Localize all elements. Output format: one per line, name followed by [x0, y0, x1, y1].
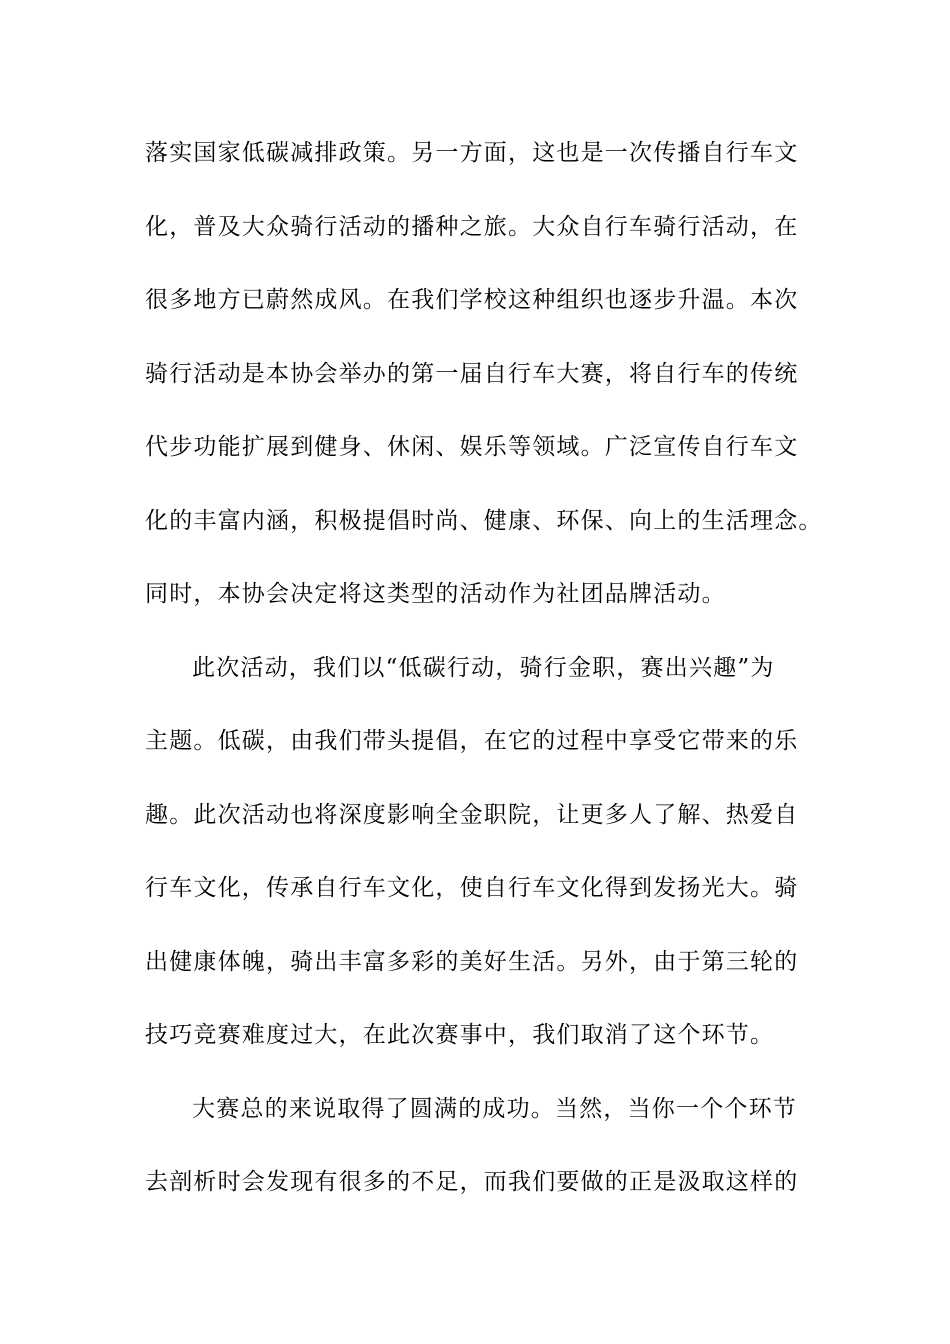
text-line: 骑行活动是本协会举办的第一届自行车大赛，将自行车的传统 — [145, 360, 799, 387]
text-line: 化，普及大众骑行活动的播种之旅。大众自行车骑行活动，在 — [145, 213, 799, 240]
text-line: 主题。低碳，由我们带头提倡，在它的过程中享受它带来的乐 — [145, 728, 799, 754]
text-line: 技巧竞赛难度过大，在此次赛事中，我们取消了这个环节。 — [145, 1022, 775, 1048]
text-line: 同时，本协会决定将这类型的活动作为社团品牌活动。 — [145, 581, 726, 607]
text-line: 行车文化，传承自行车文化，使自行车文化得到发扬光大。骑 — [145, 875, 799, 901]
body-text — [145, 134, 823, 1237]
text-line: 化的丰富内涵，积极提倡时尚、健康、环保、向上的生活理念。 — [145, 507, 823, 534]
paragraph-start-line: 此次活动，我们以“低碳行动，骑行金职，赛出兴趣”为 — [192, 654, 775, 681]
paragraph-start-line: 大赛总的来说取得了圆满的成功。当然，当你一个个环节 — [192, 1095, 797, 1122]
text-line: 代步功能扩展到健身、休闲、娱乐等领域。广泛宣传自行车文 — [145, 434, 799, 460]
text-line: 去剖析时会发现有很多的不足，而我们要做的正是汲取这样的 — [145, 1169, 799, 1195]
text-line: 出健康体魄，骑出丰富多彩的美好生活。另外，由于第三轮的 — [145, 948, 799, 975]
text-line: 趣。此次活动也将深度影响全金职院，让更多人了解、热爱自 — [145, 801, 799, 828]
text-line: 落实国家低碳减排政策。另一方面，这也是一次传播自行车文 — [145, 140, 799, 166]
text-line: 很多地方已蔚然成风。在我们学校这种组织也逐步升温。本次 — [145, 287, 799, 313]
